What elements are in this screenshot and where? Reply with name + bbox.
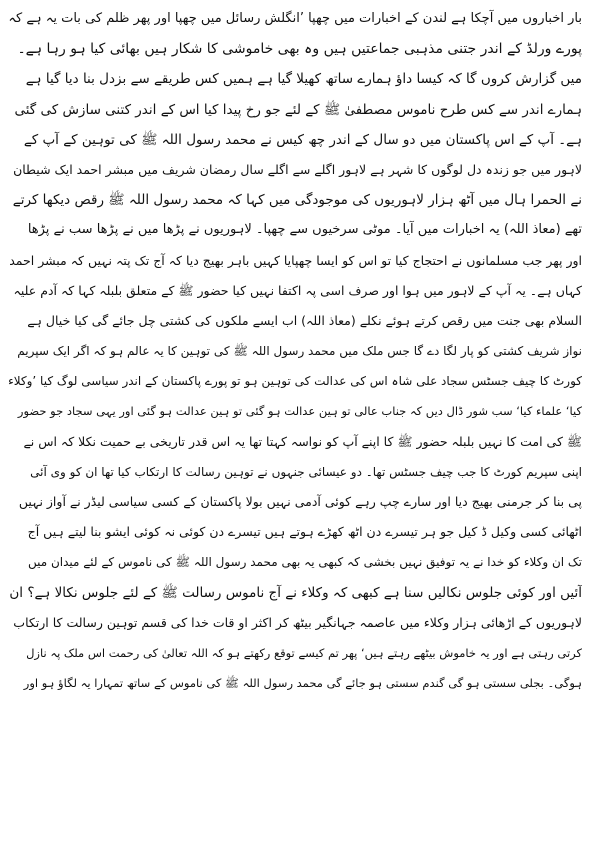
- text-line: اپنی سپریم کورٹ کا جب چیف جسٹس تھا۔ دو عیسائی جنہوں نے توہین رسالت کا ارتکاب کیا تھا ان کو وی آئی: [30, 464, 582, 479]
- text-line: نواز شریف کشتی کو پار لگا دے گا جس ملک میں محمد رسول اللہ ﷺ کی توہین کا یہ عالم ہو کہ اگر ایک سپریم: [17, 344, 582, 359]
- text-line: السلام بھی جنت میں رقص کرتے ہوئے نکلے (معاذ اللہ) اب ایسے ملکوں کی کشتی چل جائے گی کیا خیال ہے: [27, 312, 582, 328]
- text-line: کہاں ہے۔ یہ آپ کے لاہور میں ہوا اور صرف اسی پہ اکتفا نہیں کیا حضور ﷺ کے متعلق بلبلہ کہا کہ آدم علیہ: [13, 282, 582, 298]
- text-line: تک ان وکلاء کو خدا نے یہ توفیق نہیں بخشی کہ کبھی یہ بھی محمد رسول اللہ ﷺ کی ناموس کے لئے میدان میں: [27, 555, 582, 570]
- text-line: ﷺ کی امت کا نہیں بلبلہ حضور ﷺ کا اپنے آپ کو نواسہ کہتا تھا یہ اس قدر تاریخی بے حمیت نکلا کہ اس نے: [23, 433, 582, 449]
- text-line: تھے (معاذ اللہ) یہ اخبارات میں آیا۔ موٹی سرخیوں سے چھپا۔ لاہوریوں نے پڑھا میں نے پڑھا سب نے پڑھا: [27, 222, 582, 238]
- text-line: پی بنا کر جرمنی بھیج دیا اور سارے چپ رہے کوئی آدمی نہیں بولا پاکستان کے کسی سیاسی لیڈر نے آواز نہیں: [18, 494, 582, 509]
- text-line: آئیں اور کوئی جلوس نکالیں سنا ہے کبھی کہ وکلاء نے آج ناموس رسالت ﷺ کے لئے جلوس نکالا ہے؟ ان: [9, 584, 582, 601]
- text-line: ہمارے اندر سے کس طرح ناموس مصطفیٰ ﷺ کے لئے جو رخ پیدا کیا اس کے اندر کتنی سازش کی گئی: [14, 101, 582, 118]
- text-line: اٹھائی کسی وکیل ڈ کیل جو ہر تیسرے دن اٹھ کھڑے ہوتے ہیں تیسرے دن کوئی نہ کوئی ایشو بنا لیتے ہیں آج: [27, 524, 582, 540]
- text-line: لاہور میں جو زندہ دل لوگوں کا شہر ہے لاہور اگلے سے اگلے سال رمضان شریف میں مبشر احمد ایک شیطان: [13, 161, 582, 177]
- text-line: پورے ورلڈ کے اندر جتنی مذہبی جماعتیں ہیں وہ بھی خاموشی کا شکار ہیں بھائی کیا ہو رہا ہے۔: [17, 41, 582, 58]
- text-line: نے الحمرا ہال میں آٹھ ہزار لاہوریوں کی موجودگی میں کہا کہ محمد رسول اللہ ﷺ رقص دیکھا کرتے: [12, 192, 582, 209]
- text-line: کیا‘ علماء کیا‘ سب شور ڈال دیں کہ جناب عالی تو ہین عدالت ہو گئی تو ہین عدالت ہو گئی اور یہی سجاد جو حضور: [17, 404, 582, 419]
- text-line: اور پھر جب مسلمانوں نے احتجاج کیا تو اس کو ایسا چھپایا کہیں باہر بھیج دیا کہ آج تک پتہ نہیں کہ مبشر احمد: [9, 252, 582, 268]
- text-line: میں گزارش کروں گا کہ کیسا داؤ ہمارے ساتھ کھیلا گیا ہے ہمیں کس طریقے سے بزدل بنا دیا گیا ہے: [25, 71, 582, 88]
- text-line: بار اخباروں میں آچکا ہے لندن کے اخبارات میں چھپا ’انگلش رسائل میں چھپا اور پھر ظلم کی بات یہ ہے کہ: [8, 11, 582, 26]
- urdu-text-body: [8, 4, 582, 698]
- text-line: کرتی رہتی ہے اور یہ خاموش بیٹھے رہتے ہیں‘ پھر تم کیسے توقع رکھتے ہو کہ اللہ تعالیٰ کی رحمت اس ملک پہ نازل: [26, 645, 582, 660]
- text-line: ہوگی۔ بجلی سستی ہو گی گندم سستی ہو جائے گی محمد رسول اللہ ﷺ کی ناموس کے ساتھ تمہارا یہ لگاؤ ہو اور: [23, 676, 582, 691]
- text-line: لاہوریوں کے اڑھائی ہزار وکلاء میں عاصمہ جہانگیر بیٹھ کر اکثر او قات خدا کی قسم توہین رسالت کا ارتکاب: [13, 614, 582, 630]
- text-line: ہے۔ آپ کے اس پاکستان میں دو سال کے اندر چھ کیس نے محمد رسول اللہ ﷺ کی توہین کے آپ کے: [23, 131, 582, 148]
- text-line: کورٹ کا چیف جسٹس سجاد علی شاہ اس کی عدالت کی توہین ہو تو پورے پاکستان کے اندر سیاسی لوگ کیا ’وکلاء: [8, 374, 582, 389]
